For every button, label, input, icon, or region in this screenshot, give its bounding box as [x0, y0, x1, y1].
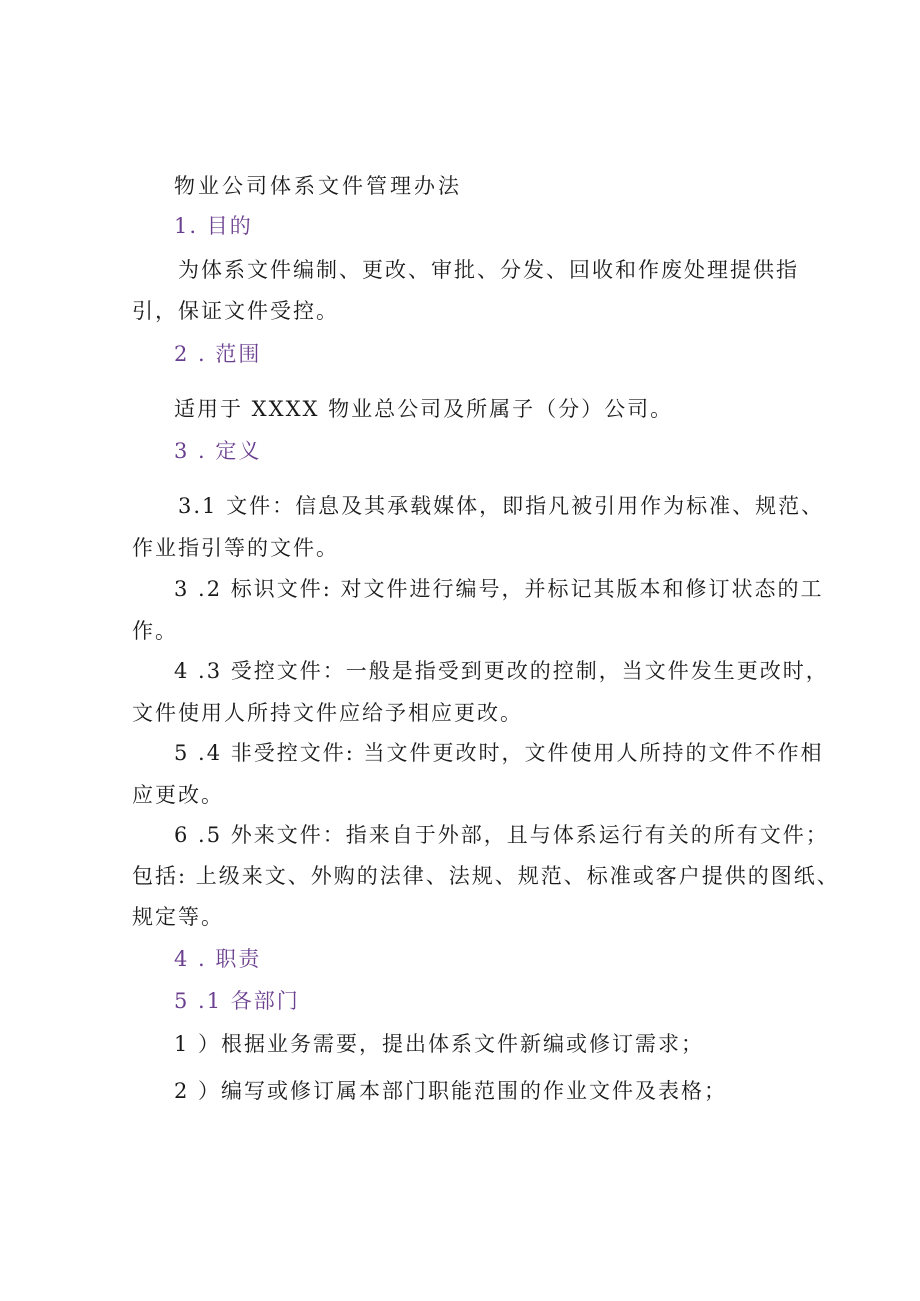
definition-3-5-line-3: 规定等。: [132, 905, 224, 929]
definition-3-3-line-1: 4 .3 受控文件：一般是指受到更改的控制，当文件发生更改时，: [174, 659, 829, 683]
definition-3-3-line-2: 文件使用人所持文件应给予相应更改。: [132, 701, 523, 725]
purpose-text-line-1: 为体系文件编制、更改、审批、分发、回收和作废处理提供指: [178, 258, 799, 282]
section-heading-purpose: 1. 目的: [174, 214, 253, 238]
duty-item-1: 1 ）根据业务需要，提出体系文件新编或修订需求；: [174, 1032, 705, 1056]
definition-3-5-line-1: 6 .5 外来文件：指来自于外部，且与体系运行有关的所有文件；: [174, 823, 829, 847]
definition-3-1-line-2: 作业指引等的文件。: [132, 536, 339, 560]
duty-item-2: 2 ）编写或修订属本部门职能范围的作业文件及表格；: [174, 1079, 728, 1103]
section-heading-responsibilities: 4 . 职责: [174, 947, 262, 971]
definition-3-4-line-2: 应更改。: [132, 783, 224, 807]
definition-3-4-line-1: 5 .4 非受控文件: 当文件更改时，文件使用人所持的文件不作相: [174, 741, 824, 765]
section-heading-definitions: 3 . 定义: [174, 439, 262, 463]
section-heading-scope: 2 . 范围: [174, 342, 262, 366]
document-title: 物业公司体系文件管理办法: [174, 174, 462, 198]
subsection-heading-departments: 5 .1 各部门: [174, 989, 300, 1013]
purpose-text-line-2: 引，保证文件受控。: [132, 299, 339, 323]
definition-3-5-line-2: 包括: 上级来文、外购的法律、法规、规范、标准或客户提供的图纸、: [132, 864, 840, 888]
definition-3-1-line-1: 3.1 文件：信息及其承载媒体，即指凡被引用作为标准、规范、: [178, 494, 825, 518]
definition-3-2-line-2: 作。: [132, 619, 178, 643]
definition-3-2-line-1: 3 .2 标识文件: 对文件进行编号，并标记其版本和修订状态的工: [174, 577, 824, 601]
scope-text: 适用于 XXXX 物业总公司及所属子（分）公司。: [174, 397, 674, 421]
